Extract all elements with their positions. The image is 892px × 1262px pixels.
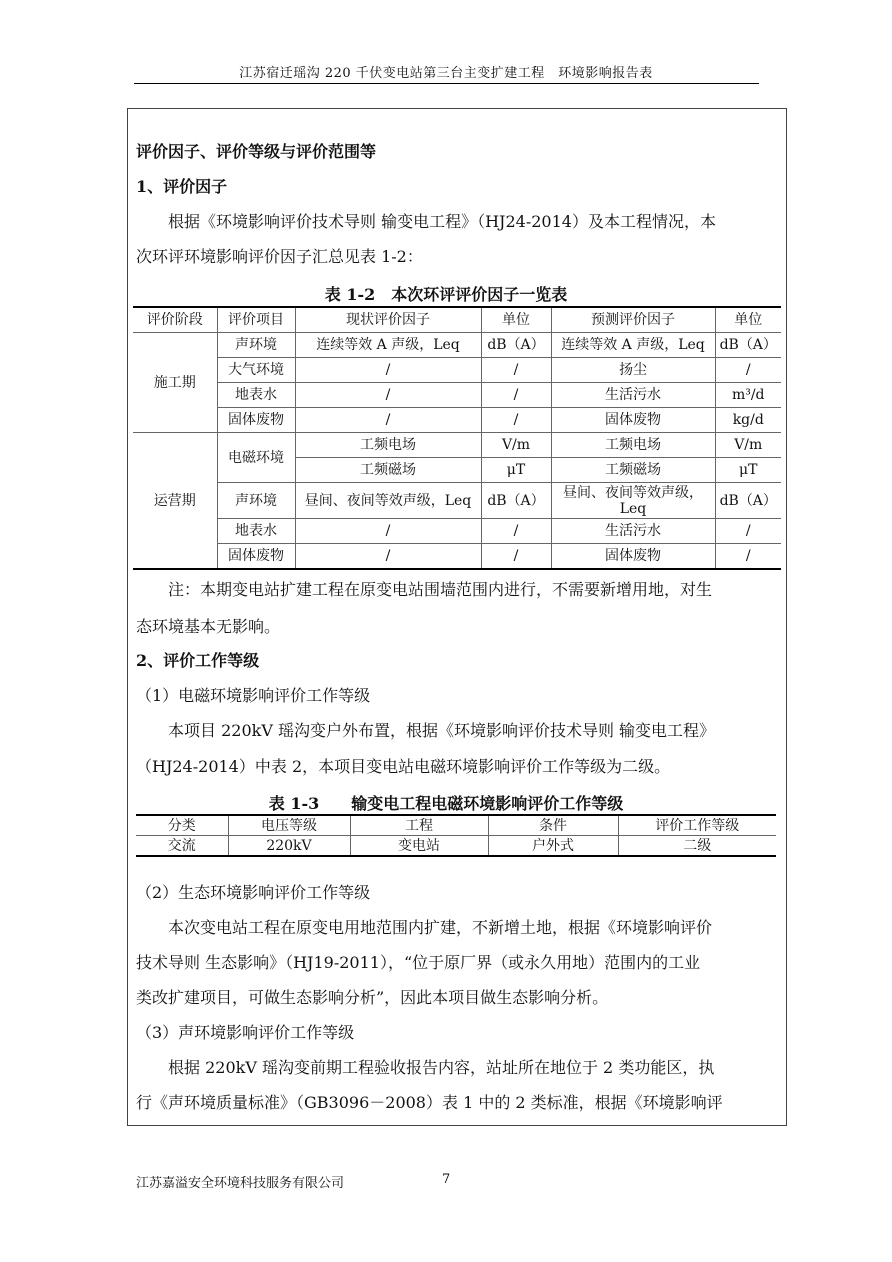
table-cell: dB（A）: [715, 333, 781, 358]
table-1-2: [133, 306, 781, 570]
table-cell: 大气环境: [217, 358, 295, 383]
header-cell: 现状评价因子: [295, 307, 481, 333]
table-cell: 固体废物: [551, 408, 715, 433]
table-cell: dB（A）: [481, 333, 551, 358]
table-cell: 昼间、夜间等效声级，Leq: [551, 483, 715, 519]
table-cell: μT: [715, 458, 781, 483]
table-row: [133, 483, 781, 519]
table-cell: 昼间、夜间等效声级，Leq: [295, 483, 481, 519]
paragraph-line: （HJ24-2014）中表 2，本项目变电站电磁环境影响评价工作等级为二级。: [136, 757, 671, 776]
header-cell: 评价阶段: [133, 307, 217, 333]
subheading: （3）声环境影响评价工作等级: [136, 1023, 355, 1042]
table-cell: /: [481, 519, 551, 544]
table-cell: /: [481, 544, 551, 570]
heading-evaluation-factors: 1、评价因子: [136, 177, 228, 196]
table-cell: /: [481, 358, 551, 383]
header-cell: 电压等级: [228, 815, 350, 836]
paragraph-line: 类改扩建项目，可做生态影响分析”，因此本项目做生态影响分析。: [136, 988, 609, 1007]
table-cell: /: [715, 519, 781, 544]
section-title: 评价因子、评价等级与评价范围等: [136, 142, 377, 161]
table-row: [133, 408, 781, 433]
table-cell: V/m: [715, 433, 781, 458]
table-cell: 工频磁场: [551, 458, 715, 483]
table-row: [133, 358, 781, 383]
table-cell: μT: [481, 458, 551, 483]
header-rule: [134, 83, 759, 84]
table-cell: m³/d: [715, 383, 781, 408]
table-cell: /: [715, 358, 781, 383]
paragraph-line: 技术导则 生态影响》（HJ19-2011），“位于原厂界（或永久用地）范围内的工业: [136, 953, 701, 972]
header-cell: 评价项目: [217, 307, 295, 333]
table-cell: 固体废物: [217, 544, 295, 570]
heading-evaluation-level: 2、评价工作等级: [136, 651, 260, 670]
header-cell: 单位: [715, 307, 781, 333]
table-cell: dB（A）: [715, 483, 781, 519]
table-cell: /: [295, 358, 481, 383]
table-cell: V/m: [481, 433, 551, 458]
table-cell: 声环境: [217, 333, 295, 358]
table-row: [133, 519, 781, 544]
header-cell: 评价工作等级: [618, 815, 776, 836]
subheading: （1）电磁环境影响评价工作等级: [136, 686, 371, 705]
table-row: [133, 383, 781, 408]
table-cell: 地表水: [217, 519, 295, 544]
paragraph-line: 次环评环境影响评价因子汇总见表 1-2：: [136, 247, 423, 266]
table-header-row: [133, 307, 781, 333]
table-cell: 固体废物: [217, 408, 295, 433]
header-cell: 分类: [136, 815, 228, 836]
table-row: [133, 333, 781, 358]
table-cell: /: [481, 383, 551, 408]
table-cell: 连续等效 A 声级，Leq: [551, 333, 715, 358]
table-header-row: [136, 815, 776, 836]
note-line: 态环境基本无影响。: [136, 617, 281, 636]
table-cell: /: [295, 544, 481, 570]
table-cell: 工频电场: [295, 433, 481, 458]
table-row: [136, 836, 776, 857]
table-cell: 地表水: [217, 383, 295, 408]
footer-company: 江苏嘉溢安全环境科技服务有限公司: [136, 1176, 345, 1191]
table-cell: 交流: [136, 836, 228, 857]
table-cell: kg/d: [715, 408, 781, 433]
table-row: [133, 544, 781, 570]
header-cell: 预测评价因子: [551, 307, 715, 333]
page-header: 江苏宿迁瑶沟 220 千伏变电站第三台主变扩建工程 环境影响报告表: [239, 66, 653, 81]
paragraph-line: 根据《环境影响评价技术导则 输变电工程》（HJ24-2014）及本工程情况，本: [136, 212, 716, 231]
header-cell: 条件: [488, 815, 618, 836]
paragraph-line: 本项目 220kV 瑶沟变户外布置，根据《环境影响评价技术导则 输变电工程》: [136, 721, 716, 740]
table-cell: 生活污水: [551, 383, 715, 408]
table-1-3-caption: 表 1-3 输变电工程电磁环境影响评价工作等级: [268, 794, 624, 813]
table-cell: /: [481, 408, 551, 433]
stage-cell: 施工期: [133, 333, 217, 433]
table-cell: /: [295, 408, 481, 433]
stage-cell: 运营期: [133, 433, 217, 570]
table-cell: 声环境: [217, 483, 295, 519]
subheading: （2）生态环境影响评价工作等级: [136, 883, 371, 902]
table-cell: /: [295, 383, 481, 408]
table-cell: 扬尘: [551, 358, 715, 383]
table-cell: 变电站: [350, 836, 488, 857]
header-cell: 单位: [481, 307, 551, 333]
paragraph-line: 行《声环境质量标准》（GB3096－2008）表 1 中的 2 类标准，根据《环境影响评: [136, 1093, 723, 1112]
paragraph-line: 根据 220kV 瑶沟变前期工程验收报告内容，站址所在地位于 2 类功能区，执: [136, 1058, 715, 1077]
table-1-3: [136, 814, 776, 857]
table-row: [133, 433, 781, 458]
note-line: 注：本期变电站扩建工程在原变电站围墙范围内进行，不需要新增用地，对生: [136, 580, 713, 599]
table-cell: 220kV: [228, 836, 350, 857]
table-cell: 二级: [618, 836, 776, 857]
table-cell: 工频电场: [551, 433, 715, 458]
table-cell: 固体废物: [551, 544, 715, 570]
table-cell: 户外式: [488, 836, 618, 857]
table-cell: 电磁环境: [217, 433, 295, 483]
table-cell: /: [295, 519, 481, 544]
table-cell: 工频磁场: [295, 458, 481, 483]
table-cell: 连续等效 A 声级，Leq: [295, 333, 481, 358]
table-1-2-caption: 表 1-2 本次环评评价因子一览表: [324, 285, 568, 304]
paragraph-line: 本次变电站工程在原变电用地范围内扩建，不新增土地，根据《环境影响评价: [136, 918, 713, 937]
header-cell: 工程: [350, 815, 488, 836]
table-cell: 生活污水: [551, 519, 715, 544]
table-cell: /: [715, 544, 781, 570]
table-cell: dB（A）: [481, 483, 551, 519]
page-number: 7: [442, 1172, 451, 1187]
